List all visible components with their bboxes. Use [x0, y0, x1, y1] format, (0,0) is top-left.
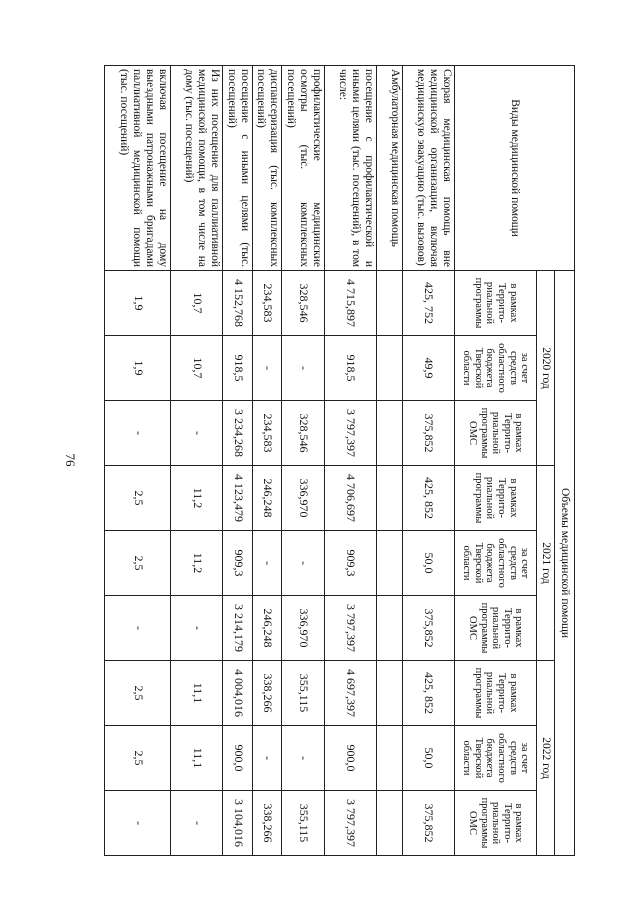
- page-number: 76: [63, 453, 78, 467]
- table-cell: 1,9: [105, 271, 171, 336]
- subheader-oms-program: в рамках Террито-риальной программы ОМС: [455, 596, 537, 661]
- subheader-territorial-program: в рамках Террито-риальной программы: [455, 271, 537, 336]
- row-label: посещение с иными целями (тыс. посещений): [223, 66, 252, 271]
- subheader-territorial-program: в рамках Террито-риальной программы: [455, 466, 537, 531]
- table-cell: 375,852: [403, 401, 455, 466]
- table-cell: 900,0: [223, 726, 252, 791]
- table-cell: [377, 466, 403, 531]
- table-cell: 355,115: [282, 661, 325, 726]
- table-cell: 425, 852: [403, 466, 455, 531]
- table-cell: -: [105, 596, 171, 661]
- header-year-2022: 2022 год: [537, 661, 555, 856]
- table-cell: [377, 271, 403, 336]
- table-row-other-visits: [223, 66, 252, 856]
- table-cell: 918,5: [223, 336, 252, 401]
- table-cell: 328,546: [282, 401, 325, 466]
- subheader-regional-budget: за счет средств областного бюджета Тверской области: [455, 531, 537, 596]
- table-cell: 11,2: [171, 466, 223, 531]
- table-cell: 50,0: [403, 726, 455, 791]
- table-cell: 338,266: [252, 791, 281, 856]
- table-cell: 4 697,397: [325, 661, 377, 726]
- table-cell: 909,3: [223, 531, 252, 596]
- table-cell: [377, 531, 403, 596]
- table-cell: 3 234,268: [223, 401, 252, 466]
- table-cell: 1,9: [105, 336, 171, 401]
- table-row-ambulance: [403, 66, 455, 856]
- table-cell: [377, 336, 403, 401]
- table-cell: 2,5: [105, 466, 171, 531]
- table-cell: 4 706,697: [325, 466, 377, 531]
- table-cell: 3 797,397: [325, 401, 377, 466]
- table-cell: 375,852: [403, 596, 455, 661]
- table-row-preventive-visits: [325, 66, 377, 856]
- table-cell: 336,970: [282, 466, 325, 531]
- table-cell: [377, 596, 403, 661]
- table-cell: -: [171, 596, 223, 661]
- header-year-2020: 2020 год: [537, 271, 555, 466]
- row-label: включая посещение на дому выездными патронажными бригадами паллиативной медицинской помощи (тыс. посещений): [105, 66, 171, 271]
- table-cell: -: [252, 336, 281, 401]
- row-label: посещение с профилактической и иными целями (тыс. посещений), в том числе:: [325, 66, 377, 271]
- table-cell: 4 004,016: [223, 661, 252, 726]
- table-cell: -: [105, 401, 171, 466]
- header-volumes: Объемы медицинской помощи: [555, 271, 575, 856]
- table-cell: 2,5: [105, 726, 171, 791]
- table-cell: 336,970: [282, 596, 325, 661]
- table-cell: 918,5: [325, 336, 377, 401]
- table-cell: [377, 791, 403, 856]
- table-cell: 425, 852: [403, 661, 455, 726]
- table-cell: 338,266: [252, 661, 281, 726]
- table-cell: [377, 661, 403, 726]
- table-cell: 4 123,479: [223, 466, 252, 531]
- table-row-palliative-visits: [171, 66, 223, 856]
- table-cell: [377, 401, 403, 466]
- table-cell: -: [171, 791, 223, 856]
- row-label: Из них посещение для паллиативной медицинской помощи, в том числе на дому (тыс. посещений): [171, 66, 223, 271]
- table-cell: 3 797,397: [325, 596, 377, 661]
- table-cell: 49,9: [403, 336, 455, 401]
- table-cell: 50,0: [403, 531, 455, 596]
- table-cell: 3 214,179: [223, 596, 252, 661]
- table-cell: -: [282, 726, 325, 791]
- table-cell: 355,115: [282, 791, 325, 856]
- subheader-territorial-program: в рамках Террито-риальной программы: [455, 661, 537, 726]
- table-cell: 246,248: [252, 466, 281, 531]
- table-cell: 10,7: [171, 336, 223, 401]
- table-row-dispensarization: [252, 66, 281, 856]
- table-cell: -: [105, 791, 171, 856]
- table-row-outpatient: [377, 66, 403, 856]
- table-row-home-palliative-visits: [105, 66, 171, 856]
- row-label: профилактические медицинские осмотры (тыс. комплексных посещений): [282, 66, 325, 271]
- row-label: Скорая медицинская помощь вне медицинской организации, включая медицинскую эвакуацию (тыс. вызовов): [403, 66, 455, 271]
- table-cell: -: [282, 336, 325, 401]
- table-cell: -: [252, 726, 281, 791]
- table-cell: 909,3: [325, 531, 377, 596]
- table-cell: -: [282, 531, 325, 596]
- table-cell: [377, 726, 403, 791]
- table-row-medical-checkups: [282, 66, 325, 856]
- table-cell: 246,248: [252, 596, 281, 661]
- row-label: Амбулаторная медицинская помощь: [377, 66, 403, 271]
- table-cell: 4 715,897: [325, 271, 377, 336]
- table-cell: 3 104,016: [223, 791, 252, 856]
- table-cell: 10,7: [171, 271, 223, 336]
- table-cell: 3 797,397: [325, 791, 377, 856]
- subheader-oms-program: в рамках Террито-риальной программы ОМС: [455, 791, 537, 856]
- table-cell: 11,1: [171, 726, 223, 791]
- table-cell: 11,2: [171, 531, 223, 596]
- table-cell: 4 152,768: [223, 271, 252, 336]
- table-cell: 234,583: [252, 271, 281, 336]
- table-cell: 2,5: [105, 531, 171, 596]
- table-cell: 375,852: [403, 791, 455, 856]
- table-cell: -: [252, 531, 281, 596]
- table-cell: 2,5: [105, 661, 171, 726]
- table-cell: 328,546: [282, 271, 325, 336]
- subheader-regional-budget: за счет средств областного бюджета Тверской области: [455, 726, 537, 791]
- header-care-type: Виды медицинской помощи: [455, 66, 575, 271]
- table-cell: 900,0: [325, 726, 377, 791]
- row-label: диспансеризация (тыс. комплексных посещений): [252, 66, 281, 271]
- subheader-regional-budget: за счет средств областного бюджета Тверской области: [455, 336, 537, 401]
- table-cell: 425, 752: [403, 271, 455, 336]
- table-cell: -: [171, 401, 223, 466]
- subheader-oms-program: в рамках Террито-риальной программы ОМС: [455, 401, 537, 466]
- medical-care-volumes-table: [104, 65, 575, 856]
- medical-care-volumes-table-wrapper: [110, 65, 575, 855]
- table-cell: 11,1: [171, 661, 223, 726]
- header-year-2021: 2021 год: [537, 466, 555, 661]
- table-cell: 234,583: [252, 401, 281, 466]
